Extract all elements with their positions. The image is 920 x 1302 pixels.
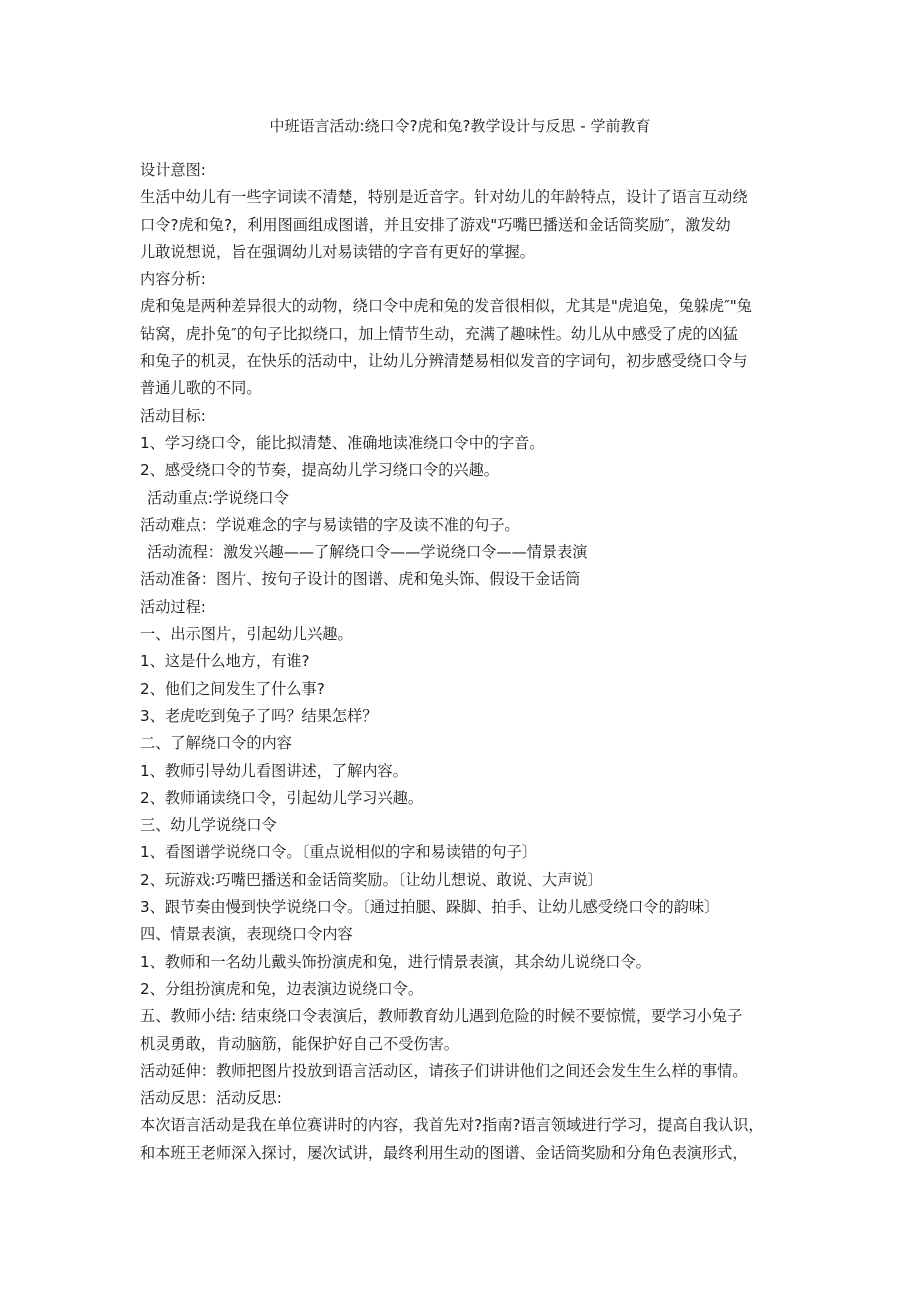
document-title: 中班语言活动:绕口令?虎和兔?教学设计与反思 - 学前教育 — [269, 117, 651, 135]
section-heading: 设计意图: — [140, 161, 206, 179]
section-heading: 活动过程: — [140, 597, 206, 616]
document-body — [140, 157, 790, 1167]
list-item: 1、这是什么地方，有谁? — [140, 652, 310, 671]
paragraph-line: 生活中幼儿有一些字词读不清楚，特别是近音字。针对幼儿的年龄特点，设计了语言互动绕 — [140, 188, 748, 207]
list-item: 2、教师诵读绕口令，引起幼儿学习兴趣。 — [140, 788, 424, 807]
list-item: 2、感受绕口令的节奏，提高幼儿学习绕口令的兴趣。 — [140, 461, 499, 480]
paragraph-line: 本次语言活动是我在单位赛讲时的内容，我首先对?指南?语言领域进行学习，提高自我认识， — [140, 1116, 764, 1135]
section-heading: 活动目标: — [140, 406, 206, 425]
list-item: 2、玩游戏:巧嘴巴播送和金话筒奖励。〔让幼儿想说、敢说、大声说〕 — [140, 870, 603, 889]
paragraph-line: 和本班王老师深入探讨，屡次试讲，最终利用生动的图谱、金话筒奖励和分角色表演形式， — [140, 1143, 748, 1162]
paragraph-line: 机灵勇敢，肯动脑筋，能保护好自己不受伤害。 — [140, 1034, 459, 1053]
list-item: 1、看图谱学说绕口令。〔重点说相似的字和易读错的句子〕 — [140, 843, 537, 862]
section-heading: 二、了解绕口令的内容 — [140, 734, 292, 753]
paragraph-line: 钻窝，虎扑兔″的句子比拟绕口，加上情节生动，充满了趣味性。幼儿从中感受了虎的凶猛 — [140, 324, 738, 343]
paragraph-line: 儿敢说想说，旨在强调幼儿对易读错的字音有更好的掌握。 — [140, 242, 535, 261]
paragraph-line: 活动难点：学说难念的字与易读错的字及读不准的句子。 — [140, 515, 520, 534]
paragraph-line: 和兔子的机灵，在快乐的活动中，让幼儿分辨清楚易相似发音的字词句，初步感受绕口令与 — [140, 352, 748, 371]
list-item: 3、跟节奏由慢到快学说绕口令。〔通过拍腿、跺脚、拍手、让幼儿感受绕口令的韵味〕 — [140, 898, 720, 917]
list-item: 1、学习绕口令，能比拟清楚、准确地读准绕口令中的字音。 — [140, 433, 545, 452]
paragraph-line: 虎和兔是两种差异很大的动物，绕口令中虎和兔的发音很相似，尤其是"虎追兔，兔躲虎″"兔 — [140, 297, 752, 316]
paragraph-line: 五、教师小结: 结束绕口令表演后，教师教育幼儿遇到危险的时候不要惊慌，要学习小兔子 — [140, 1007, 743, 1026]
list-item: 3、老虎吃到兔子了吗？结果怎样？ — [140, 706, 378, 725]
paragraph-line: 普通儿歌的不同。 — [140, 379, 262, 398]
paragraph-line: 活动延伸：教师把图片投放到语言活动区，请孩子们讲讲他们之间还会发生生么样的事情。 — [140, 1061, 748, 1080]
section-heading: 内容分析: — [140, 270, 206, 289]
paragraph-line: 活动准备：图片、按句子设计的图谱、虎和兔头饰、假设干金话筒 — [140, 570, 581, 589]
paragraph-line: 活动重点:学说绕口令 — [147, 488, 289, 507]
section-heading: 三、幼儿学说绕口令 — [140, 816, 277, 835]
paragraph-line: 活动流程：激发兴趣——了解绕口令——学说绕口令——情景表演 — [147, 543, 588, 562]
section-heading: 四、情景表演，表现绕口令内容 — [140, 925, 353, 944]
list-item: 1、教师和一名幼儿戴头饰扮演虎和兔，进行情景表演，其余幼儿说绕口令。 — [140, 952, 651, 971]
list-item: 1、教师引导幼儿看图讲述，了解内容。 — [140, 761, 408, 780]
section-heading: 一、出示图片，引起幼儿兴趣。 — [140, 625, 353, 644]
list-item: 2、分组扮演虎和兔，边表演边说绕口令。 — [140, 979, 424, 998]
section-heading: 活动反思：活动反思: — [140, 1089, 282, 1108]
paragraph-line: 口令?虎和兔?，利用图画组成图谱，并且安排了游戏"巧嘴巴播送和金话筒奖励″，激发幼 — [140, 215, 731, 234]
list-item: 2、他们之间发生了什么事? — [140, 679, 325, 698]
